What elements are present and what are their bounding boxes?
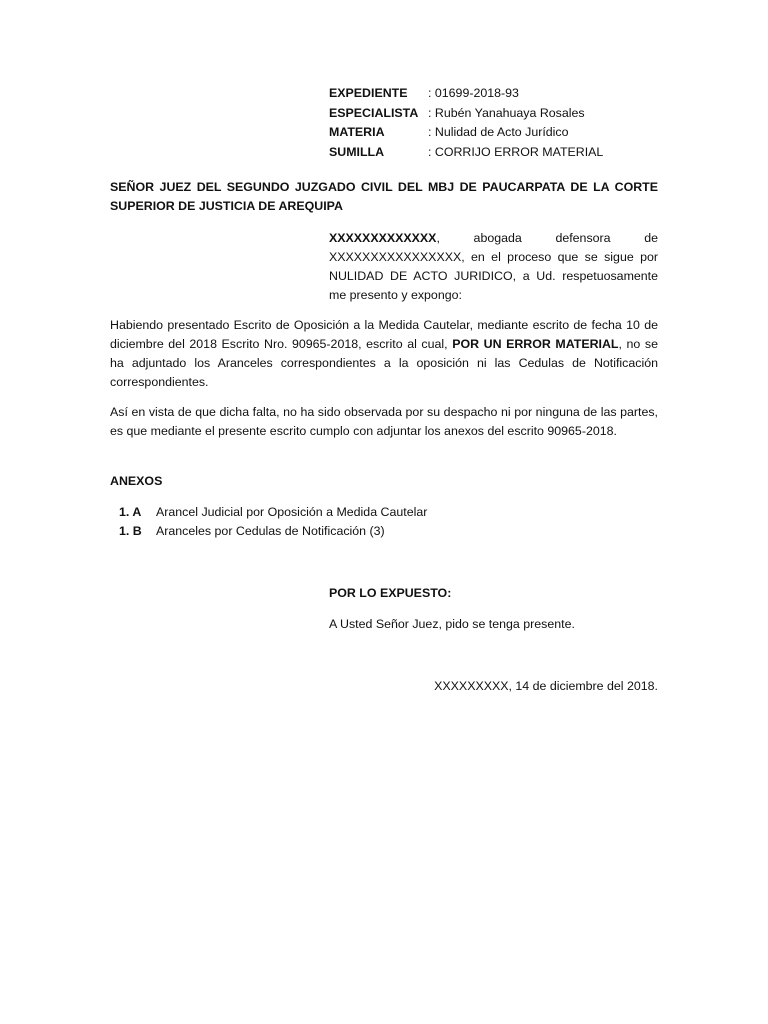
closing-body: A Usted Señor Juez, pido se tenga presente. bbox=[329, 617, 575, 631]
header-label: MATERIA bbox=[329, 125, 385, 139]
list-item bbox=[119, 503, 427, 522]
intro-text-end: , a Ud. respetuosamente me presento y expongo: bbox=[329, 269, 659, 302]
annexes-title: ANEXOS bbox=[110, 474, 163, 488]
annex-number: 1. A bbox=[119, 505, 142, 519]
annexes-list bbox=[119, 503, 427, 541]
intro-text: , abogada defensora de XXXXXXXXXXXXXXXX, en el proceso que se sigue por bbox=[329, 231, 658, 264]
body-paragraph-1 bbox=[110, 316, 658, 392]
header-row-sumilla bbox=[329, 143, 603, 163]
para1-text-end: , no se ha adjuntado los Aranceles correspondientes a la oposición ni las Cedulas de Notificación correspondientes. bbox=[110, 337, 658, 389]
annex-text: Aranceles por Cedulas de Notificación (3) bbox=[156, 524, 385, 538]
annex-text: Arancel Judicial por Oposición a Medida Cautelar bbox=[156, 505, 428, 519]
list-item bbox=[119, 522, 427, 541]
court-address: SEÑOR JUEZ DEL SEGUNDO JUZGADO CIVIL DEL MBJ DE PAUCARPATA DE LA CORTE SUPERIOR DE JUSTICIA DE AREQUIPA bbox=[110, 180, 658, 213]
lawyer-name: XXXXXXXXXXXXX bbox=[329, 231, 437, 245]
header-value: : 01699-2018-93 bbox=[428, 86, 519, 100]
process-name: NULIDAD DE ACTO JURIDICO bbox=[329, 269, 513, 283]
header-row-expediente bbox=[329, 84, 603, 104]
header-label: EXPEDIENTE bbox=[329, 86, 408, 100]
header-value: : Nulidad de Acto Jurídico bbox=[428, 125, 569, 139]
intro-paragraph bbox=[329, 229, 658, 305]
closing-title: POR LO EXPUESTO: bbox=[329, 586, 452, 600]
header-row-especialista bbox=[329, 104, 603, 124]
para1-emphasis: POR UN ERROR MATERIAL bbox=[452, 337, 619, 351]
header-value: : Rubén Yanahuaya Rosales bbox=[428, 105, 585, 120]
header-label: ESPECIALISTA bbox=[329, 105, 419, 120]
body-paragraph-2: Así en vista de que dicha falta, no ha sido observada por su despacho ni por ninguna de las partes, es que mediante el presente escrito cumplo con adjuntar los anexos del escrito 90965-2018. bbox=[110, 405, 658, 438]
case-header bbox=[329, 84, 603, 162]
annex-number: 1. B bbox=[119, 524, 142, 538]
header-row-materia bbox=[329, 123, 603, 143]
header-label: SUMILLA bbox=[329, 144, 385, 159]
date-line: XXXXXXXXX, 14 de diciembre del 2018. bbox=[434, 679, 658, 693]
header-value: : CORRIJO ERROR MATERIAL bbox=[428, 144, 604, 159]
para1-text: Habiendo presentado Escrito de Oposición a la Medida Cautelar, mediante escrito de fecha 10 de diciembre del 2018 Escrito Nro. 90965-2018, escrito al cual, bbox=[110, 318, 658, 351]
